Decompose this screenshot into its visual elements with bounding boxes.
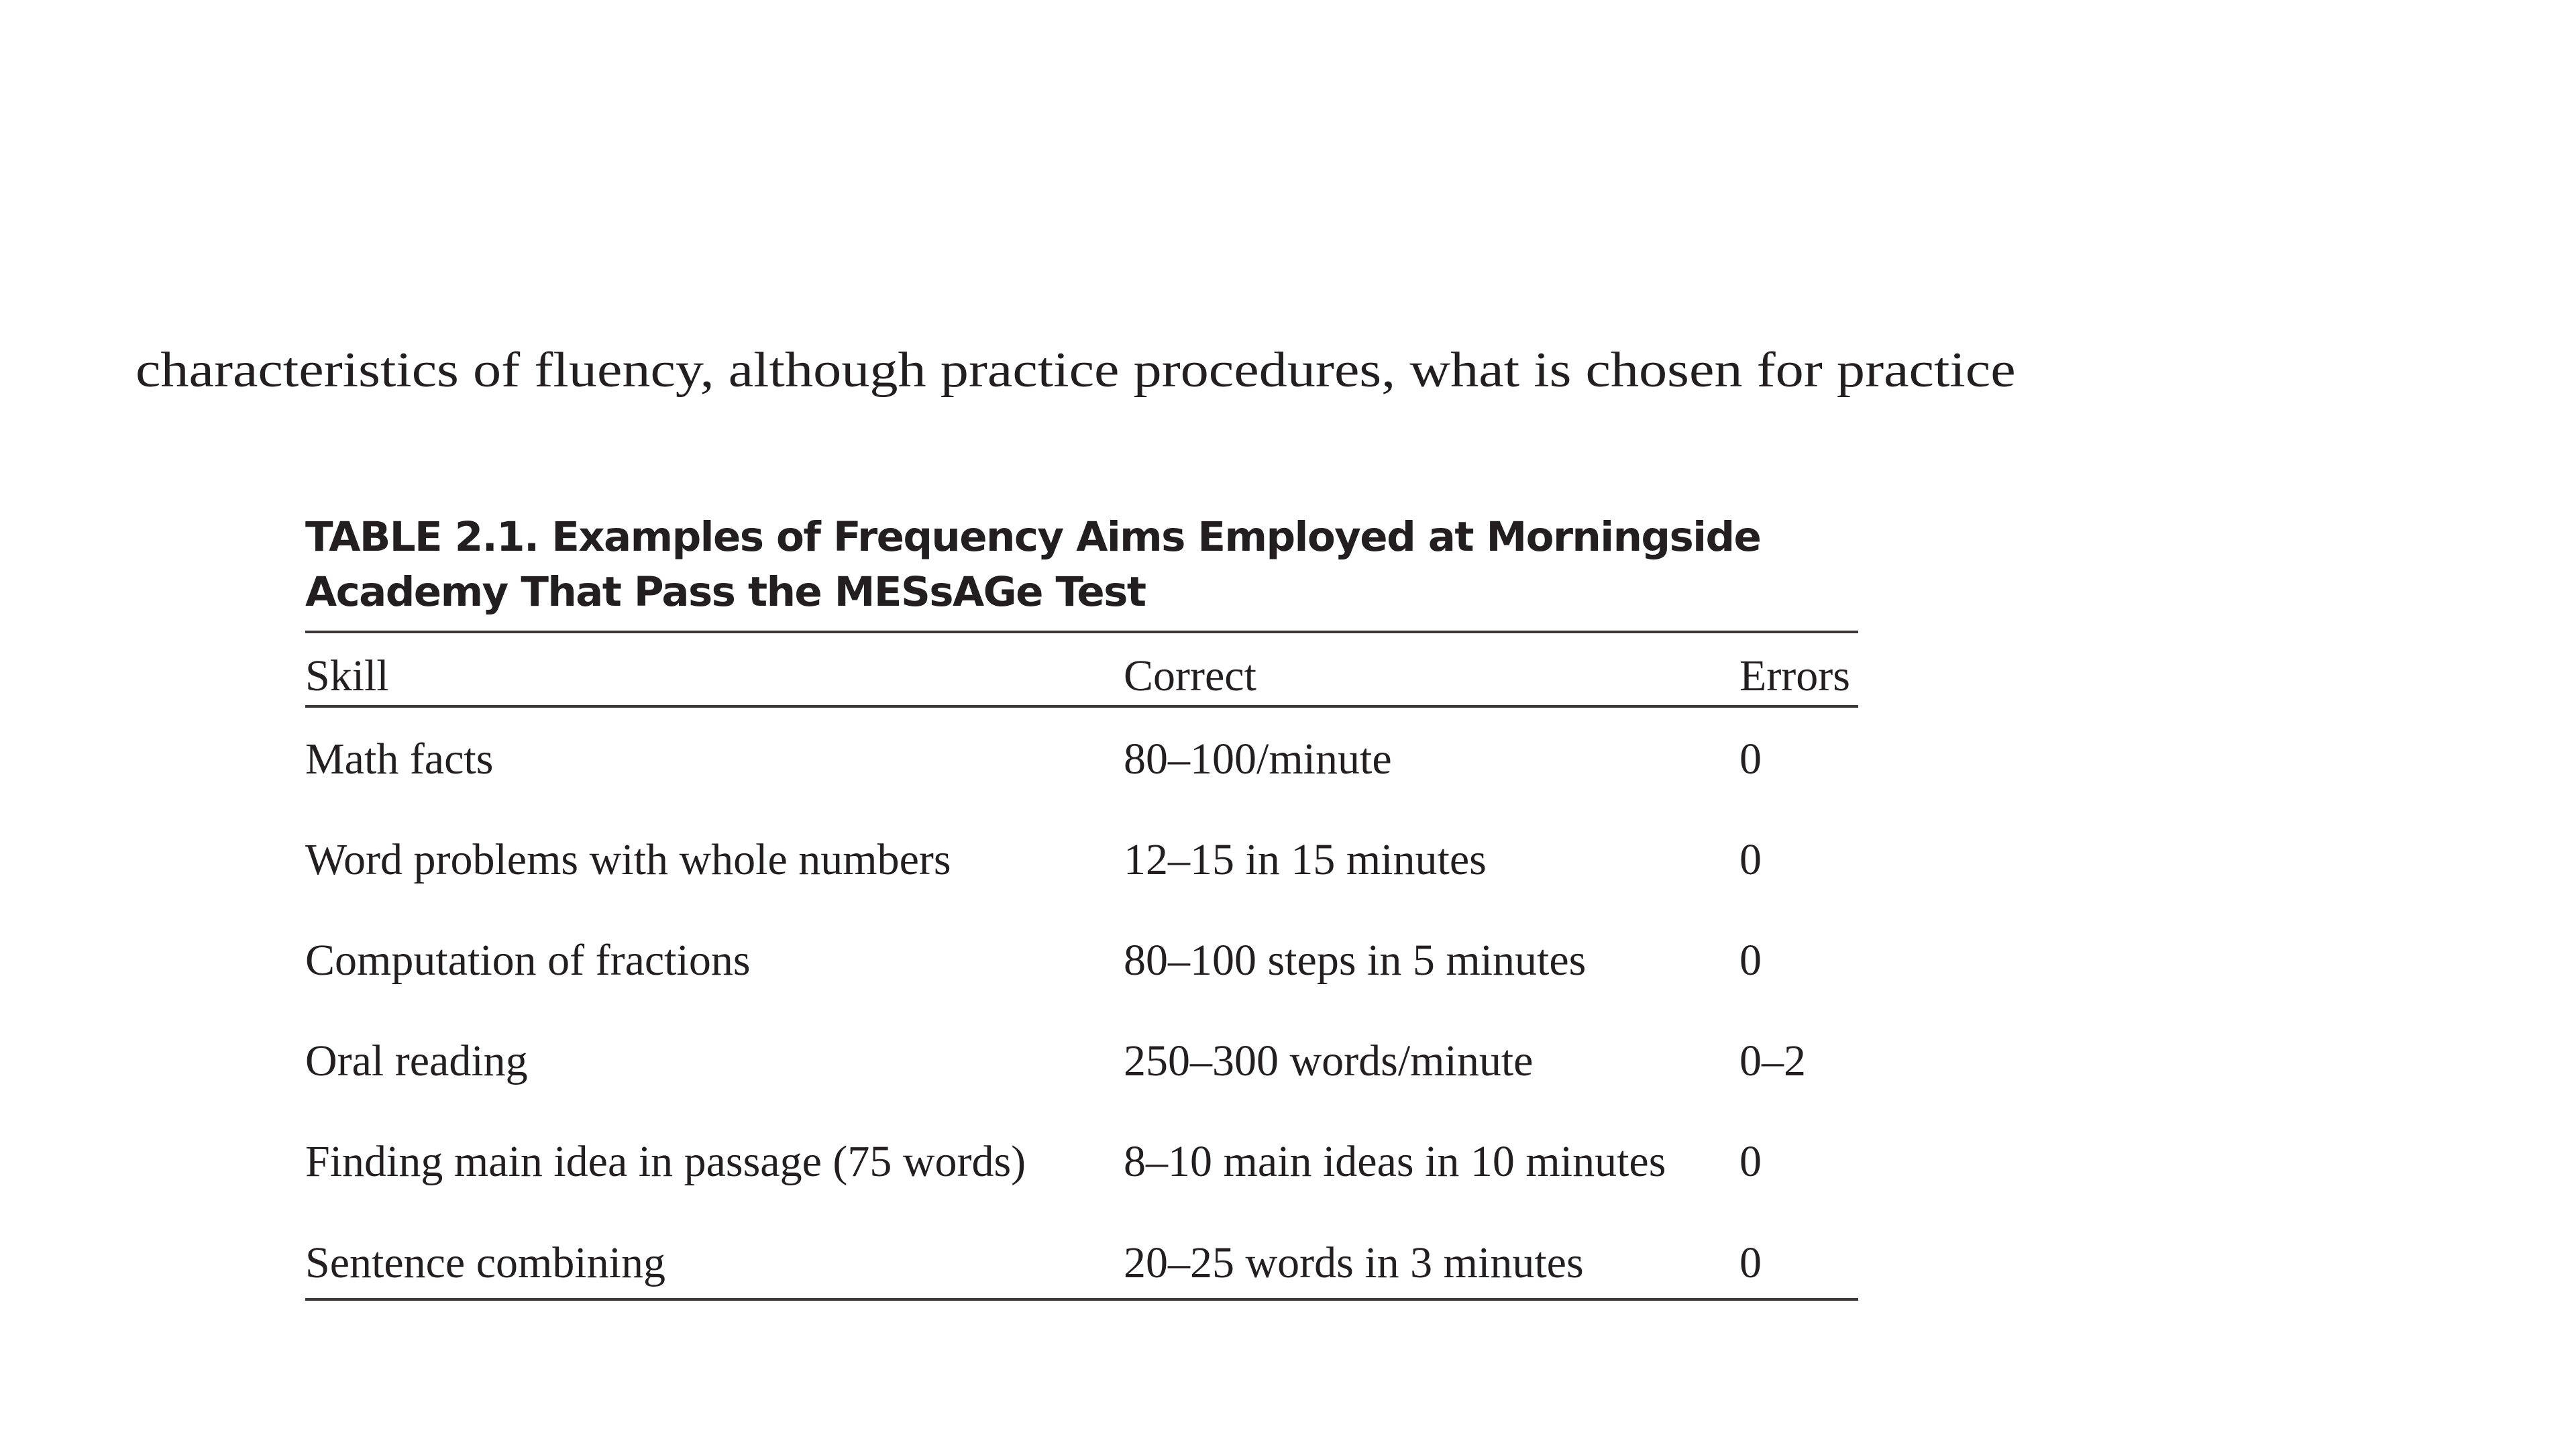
- column-header-errors: Errors: [1739, 651, 1850, 700]
- cell-correct: 12–15 in 15 minutes: [1124, 835, 1487, 884]
- table-bottom-rule: [305, 1298, 1858, 1301]
- cell-skill: Finding main idea in passage (75 words): [305, 1137, 1026, 1186]
- cell-skill: Sentence combining: [305, 1238, 666, 1287]
- cell-errors: 0: [1739, 735, 1762, 784]
- body-text-line: characteristics of fluency, although practice procedures, what is chosen for practice: [136, 341, 2016, 398]
- column-header-skill: Skill: [305, 651, 389, 700]
- cell-correct: 80–100/minute: [1124, 735, 1392, 784]
- cell-skill: Word problems with whole numbers: [305, 835, 951, 884]
- cell-errors: 0: [1739, 1238, 1762, 1287]
- cell-errors: 0: [1739, 1137, 1762, 1186]
- cell-skill: Computation of fractions: [305, 936, 751, 985]
- cell-correct: 80–100 steps in 5 minutes: [1124, 936, 1587, 985]
- table-title-line-2: Academy That Pass the MESsAGe Test: [305, 568, 1146, 616]
- cell-correct: 250–300 words/minute: [1124, 1036, 1534, 1085]
- cell-errors: 0: [1739, 936, 1762, 985]
- table-top-rule: [305, 631, 1858, 633]
- cell-errors: 0: [1739, 835, 1762, 884]
- cell-skill: Oral reading: [305, 1036, 528, 1085]
- column-header-correct: Correct: [1124, 651, 1256, 700]
- table-header-rule: [305, 705, 1858, 708]
- cell-correct: 20–25 words in 3 minutes: [1124, 1238, 1584, 1287]
- cell-correct: 8–10 main ideas in 10 minutes: [1124, 1137, 1666, 1186]
- cell-errors: 0–2: [1739, 1036, 1806, 1085]
- cell-skill: Math facts: [305, 735, 494, 784]
- frequency-aims-table: [305, 0, 1858, 1449]
- table-title-line-1: TABLE 2.1. Examples of Frequency Aims Employed at Morningside: [305, 513, 1761, 561]
